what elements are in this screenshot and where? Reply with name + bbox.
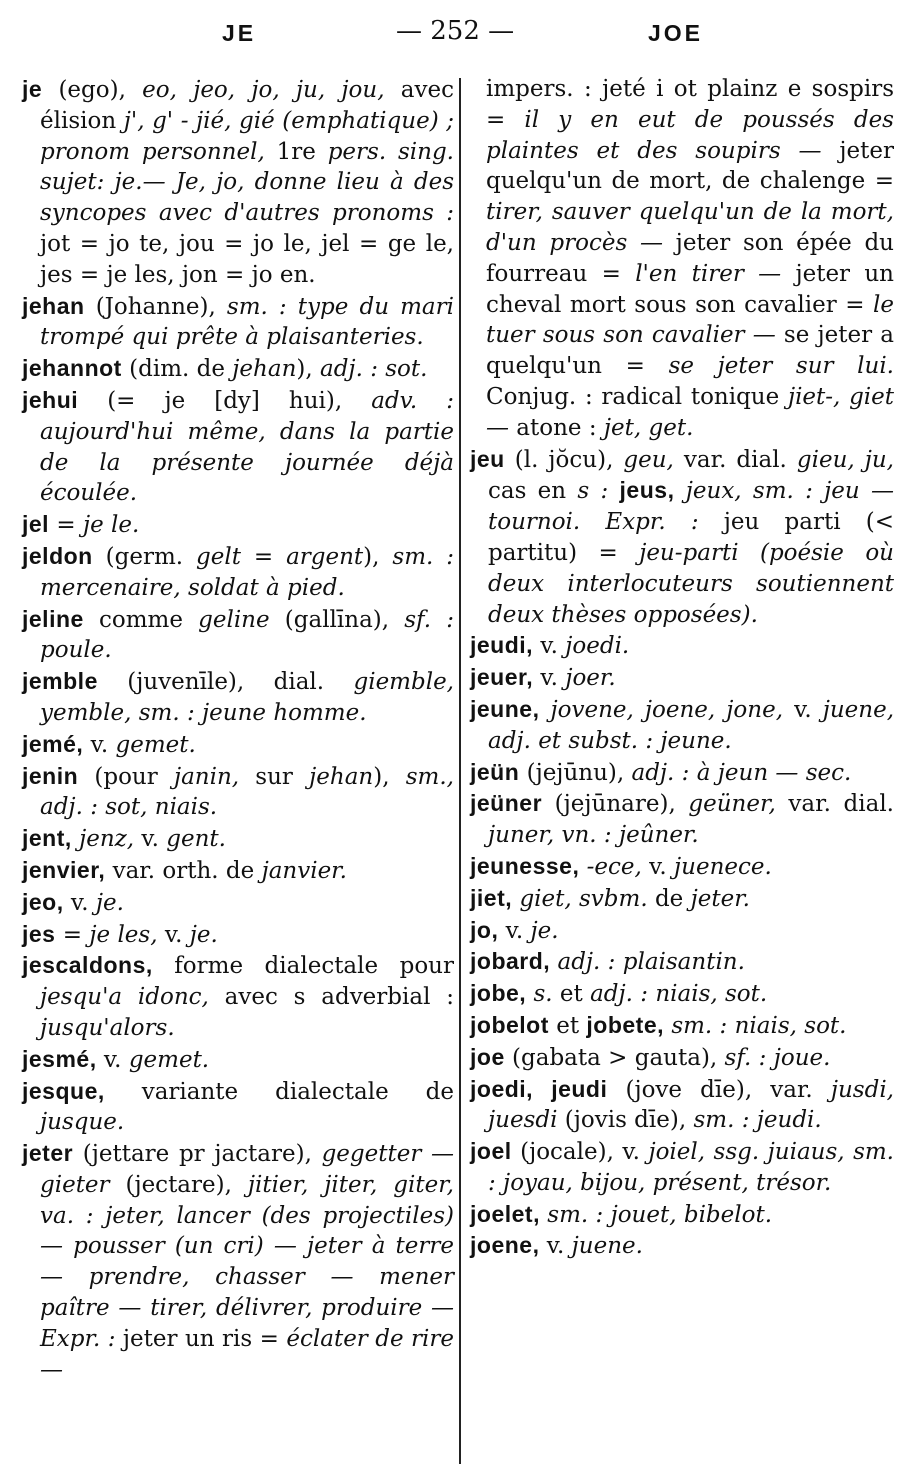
- entry-text: (jejūnare),: [542, 791, 689, 818]
- dictionary-entry: [22, 385, 454, 509]
- running-head-right: JOE: [648, 20, 704, 46]
- entry-text: jehan: [232, 356, 297, 383]
- dictionary-entry: [470, 694, 894, 757]
- running-head-left: JE: [222, 20, 257, 46]
- entry-headword: jeter: [22, 1140, 74, 1167]
- entry-headword: jehui: [22, 386, 79, 413]
- entry-text: v.: [63, 889, 96, 916]
- entry-text: (ego),: [42, 77, 143, 103]
- entry-text: sf. : joue.: [724, 1044, 831, 1071]
- entry-text: joedi.: [565, 633, 630, 660]
- entry-text: Conjug. : radical tonique: [486, 383, 788, 410]
- entry-text: je le.: [82, 512, 140, 539]
- entry-text: v.: [539, 1233, 572, 1260]
- dictionary-entry: [470, 1042, 894, 1074]
- dictionary-entry: [22, 509, 454, 541]
- entry-headword: jescaldons,: [22, 952, 153, 979]
- entry-text: eo, jeo, jo, ju, jou,: [142, 77, 385, 103]
- entry-text: joer.: [565, 665, 616, 692]
- entry-text: janvier.: [261, 857, 347, 884]
- dictionary-entry: [470, 1230, 894, 1262]
- entry-headword: jehannot: [22, 355, 122, 382]
- dictionary-entry: [22, 887, 454, 919]
- entry-text: (jejūnu),: [519, 759, 632, 786]
- entry-text: =: [55, 921, 90, 948]
- entry-text: jet, get.: [603, 414, 694, 441]
- entry-text: jusdi, juesdi: [488, 1076, 894, 1134]
- entry-text: sm. : niais, sot.: [671, 1012, 847, 1039]
- entry-headword: jel: [22, 511, 50, 538]
- entry-text: je.: [530, 917, 559, 944]
- entry-text: var. orth. de: [105, 857, 262, 884]
- entry-headword: jenvier,: [22, 856, 106, 883]
- entry-text: sur: [239, 763, 310, 790]
- entry-text: geline: [198, 606, 270, 633]
- entry-text: [674, 478, 685, 504]
- entry-headword: joelet,: [470, 1200, 540, 1227]
- entry-headword: jeunesse,: [470, 852, 580, 879]
- dictionary-entry: [22, 919, 454, 951]
- dictionary-entry: [22, 74, 454, 291]
- entry-text: comme: [83, 606, 199, 633]
- dictionary-entry: [470, 1010, 894, 1042]
- entry-text: atone :: [509, 414, 604, 441]
- entry-text: tirer, sauver quelqu'un de la mort, d'un procès —: [486, 199, 894, 256]
- entry-text: sm. : type du mari trompé qui prête à plaisanteries.: [40, 293, 454, 351]
- entry-text: gemet.: [128, 1046, 210, 1073]
- entry-text: jitier, jiter, giter, va. : jeter, lancer (des projectiles) — pousser (un cri) — jeter à terre — prendre, chasser — mener paître — tirer, délivrer, produire — Expr. :: [40, 1171, 454, 1352]
- entry-text: impers. :: [486, 76, 592, 102]
- entry-text: sm., adj. : sot, niais.: [40, 763, 454, 821]
- dictionary-entry: [22, 855, 454, 887]
- entry-text: de: [647, 885, 691, 912]
- entry-text: jeu parti (< partitu) =: [488, 509, 894, 566]
- entry-text: v.: [134, 826, 167, 853]
- entry-text: geu,: [623, 446, 674, 473]
- entry-text: v.: [533, 665, 566, 692]
- dictionary-entry: [22, 823, 454, 855]
- entry-text: joiel, ssg. juiaus, sm. : joyau, bijou, présent, trésor.: [488, 1139, 894, 1196]
- column-divider: [459, 78, 461, 1464]
- entry-headword: joel: [470, 1138, 512, 1165]
- entry-headword: jent,: [22, 825, 72, 852]
- entry-text: sm. : jeudi.: [693, 1107, 822, 1134]
- entry-text: jiet-, giet —: [486, 383, 894, 441]
- entry-text: (= je [dy] hui),: [78, 387, 372, 414]
- dictionary-entry: [470, 630, 894, 662]
- entry-text: v.: [157, 921, 190, 948]
- entry-headword: jesmé,: [22, 1045, 97, 1072]
- entry-headword: jeline: [22, 605, 84, 632]
- dictionary-entry: [470, 851, 894, 883]
- entry-text: jobete,: [586, 1011, 664, 1038]
- entry-text: var. dial.: [775, 791, 894, 818]
- entry-text: jusqu'alors.: [40, 1014, 175, 1041]
- entry-text: 1re: [276, 138, 328, 165]
- entry-text: (l. jŏcu),: [504, 446, 624, 473]
- entry-text: [539, 697, 550, 723]
- entry-text: geüner,: [688, 791, 776, 818]
- entry-text: pers. sing. sujet: je.— Je, jo, donne lieu à des syncopes avec d'autres pronoms :: [40, 138, 454, 227]
- entry-headword: jeudi,: [470, 632, 534, 659]
- entry-headword: jesque,: [22, 1077, 105, 1104]
- entry-text: sm. : jouet, bibelot.: [547, 1201, 773, 1228]
- entry-text: et: [548, 1012, 587, 1039]
- entry-text: sf. : poule.: [40, 606, 454, 664]
- entry-text: jeter un cheval mort sous son cavalier =: [486, 260, 894, 318]
- entry-text: jeu-parti (poésie où deux interlocuteurs soutiennent deux thèses opposées).: [488, 539, 894, 628]
- entry-text: v.: [498, 917, 531, 944]
- entry-text: v.: [96, 1046, 129, 1073]
- entry-headword: jenin: [22, 762, 79, 789]
- entry-text: avec s adverbial :: [208, 984, 454, 1011]
- entry-text: je.: [189, 921, 218, 948]
- entry-text: le tuer sous son cavalier —: [486, 291, 894, 349]
- dictionary-entry: [470, 788, 894, 851]
- entry-text: jeux, sm. : jeu — tournoi. Expr. :: [488, 478, 894, 536]
- entry-text: l'en tirer —: [635, 260, 782, 287]
- entry-text: jeter quelqu'un de mort, de chalenge =: [486, 137, 894, 195]
- dictionary-entry: [22, 950, 454, 1043]
- entry-text: forme dialectale pour: [152, 953, 454, 980]
- dictionary-entry: [470, 915, 894, 947]
- page-number: — 252 —: [396, 16, 515, 46]
- entry-text: (juvenīle), dial.: [97, 669, 354, 696]
- entry-headword: jo,: [470, 916, 499, 943]
- dictionary-entry: [22, 1138, 454, 1385]
- entry-text: jot = jo te, jou = jo le, jel = ge le, jes = je les, jon = jo en.: [40, 230, 454, 288]
- dictionary-entry: [470, 74, 894, 444]
- entry-text: sm. : mercenaire, soldat à pied.: [40, 543, 454, 601]
- entry-text: adj. : sot.: [320, 356, 428, 383]
- entry-text: (gallīna),: [269, 606, 405, 633]
- entry-headword: joedi,: [470, 1075, 534, 1102]
- dictionary-entry: [22, 1076, 454, 1139]
- entry-text: jovene, joene, jone,: [550, 696, 784, 723]
- entry-text: s :: [577, 478, 609, 505]
- dictionary-entry: [470, 757, 894, 789]
- entry-headword: jeüner: [470, 790, 543, 817]
- dictionary-entry: [22, 729, 454, 761]
- entry-text: adj. : niais, sot.: [590, 981, 768, 1008]
- entry-text: jusque.: [40, 1109, 125, 1136]
- entry-text: gent.: [166, 826, 226, 853]
- entry-text: jeus,: [619, 477, 675, 504]
- dictionary-entry: [22, 604, 454, 667]
- right-column: [470, 74, 894, 1262]
- entry-text: jeter son épée du fourreau =: [486, 229, 894, 287]
- entry-text: adv. : aujourd'hui même, dans la partie de la présente journée déjà écoulée.: [40, 387, 454, 507]
- entry-text: v.: [783, 696, 823, 723]
- entry-headword: jobard,: [470, 948, 551, 975]
- entry-headword: jeune,: [470, 695, 540, 722]
- entry-text: adj. : à jeun — sec.: [631, 759, 852, 786]
- entry-headword: jobe,: [470, 980, 527, 1007]
- entry-headword: je: [22, 76, 43, 102]
- entry-text: (jettare pr jactare),: [73, 1141, 322, 1168]
- entry-text: gemet.: [115, 731, 196, 758]
- entry-text: j', g' - jié, gié (emphatique) ; pronom personnel,: [40, 107, 454, 165]
- dictionary-entry: [470, 444, 894, 631]
- entry-text: v.: [641, 853, 675, 880]
- entry-text: juenece.: [674, 853, 772, 880]
- entry-text: [608, 478, 619, 504]
- entry-text: ),: [296, 356, 320, 383]
- entry-text: cas en: [488, 478, 578, 505]
- entry-text: (jovis dīe),: [557, 1107, 694, 1134]
- entry-text: je.: [95, 889, 124, 916]
- entry-headword: joe: [470, 1043, 505, 1070]
- entry-text: giet, svbm.: [519, 885, 648, 912]
- dictionary-entry: [22, 291, 454, 354]
- entry-text: et: [552, 981, 591, 1008]
- entry-headword: jes: [22, 920, 56, 947]
- entry-text: gieu, ju,: [796, 446, 894, 473]
- entry-headword: joene,: [470, 1232, 540, 1259]
- dictionary-entry: [470, 883, 894, 915]
- entry-text: [579, 854, 586, 880]
- entry-text: janin,: [173, 763, 240, 790]
- entry-text: =: [49, 512, 83, 539]
- entry-headword: jemble: [22, 668, 98, 695]
- entry-text: je les,: [89, 921, 158, 948]
- entry-text: juene, adj. et subst. : jeune.: [488, 696, 895, 754]
- entry-text: (pour: [78, 763, 174, 790]
- entry-text: adj. : plaisantin.: [557, 949, 745, 976]
- entry-text: giemble, yemble, sm. : jeune homme.: [40, 669, 454, 726]
- entry-headword: jeo,: [22, 888, 64, 915]
- entry-text: (Johanne),: [84, 293, 227, 320]
- dictionary-entry: [470, 946, 894, 978]
- entry-text: jeter.: [690, 885, 750, 912]
- entry-text: (jove dīe), var.: [607, 1076, 831, 1103]
- entry-text: ),: [373, 763, 406, 790]
- entry-text: v.: [533, 633, 566, 660]
- entry-text: jesqu'a idonc,: [40, 984, 209, 1011]
- entry-headword: jiet,: [470, 884, 513, 911]
- dictionary-entry: [22, 353, 454, 385]
- dictionary-entry: [470, 1199, 894, 1231]
- entry-text: juene.: [571, 1233, 643, 1260]
- entry-text: [533, 1077, 551, 1103]
- entry-headword: jehan: [22, 292, 85, 319]
- entry-text: ),: [363, 543, 393, 570]
- entry-headword: jeu: [470, 445, 505, 472]
- entry-text: se jeter sur lui.: [668, 353, 894, 380]
- dictionary-entry: [470, 662, 894, 694]
- entry-text: s.: [533, 981, 553, 1008]
- entry-text: v.: [83, 731, 116, 758]
- entry-text: jeter un ris =: [115, 1325, 287, 1352]
- entry-headword: jeün: [470, 758, 520, 785]
- entry-text: -ece,: [586, 853, 642, 880]
- dictionary-entry: [22, 666, 454, 729]
- entry-text: éclater de rire —: [40, 1325, 454, 1383]
- entry-text: juner, vn. : jeûner.: [488, 822, 699, 849]
- entry-text: avec élision: [40, 77, 454, 134]
- entry-text: variante dialectale de: [104, 1078, 454, 1105]
- dictionary-entry: [22, 1044, 454, 1076]
- entry-text: (jectare),: [109, 1171, 248, 1198]
- page-header: [0, 14, 906, 54]
- entry-text: (jocale), v.: [511, 1139, 649, 1166]
- entry-text: jehan: [309, 763, 374, 790]
- entry-text: jeté i ot plainz e sospirs =: [486, 76, 894, 133]
- entry-headword: jeldon: [22, 542, 93, 569]
- dictionary-entry: [22, 541, 454, 604]
- dictionary-entry: [470, 1136, 894, 1199]
- entry-text: gegetter — gieter: [40, 1141, 454, 1198]
- entry-headword: jeuer,: [470, 664, 534, 691]
- entry-text: jeudi: [551, 1075, 608, 1102]
- dictionary-entry: [470, 978, 894, 1010]
- entry-text: [72, 826, 79, 852]
- entry-headword: jobelot: [470, 1011, 549, 1038]
- left-column: [22, 74, 454, 1385]
- entry-text: il y en eut de poussés des plaintes et des soupirs —: [486, 106, 894, 164]
- entry-text: (gabata > gauta),: [504, 1044, 725, 1071]
- entry-headword: jemé,: [22, 730, 84, 757]
- entry-text: var. dial.: [673, 446, 797, 473]
- entry-text: gelt = argent: [196, 543, 364, 570]
- entry-text: jenz,: [79, 826, 135, 853]
- entry-text: se jeter a quelqu'un =: [486, 322, 894, 380]
- dictionary-entry: [470, 1074, 894, 1137]
- entry-text: (dim. de: [121, 356, 233, 383]
- entry-text: (germ.: [92, 543, 197, 570]
- dictionary-entry: [22, 761, 454, 824]
